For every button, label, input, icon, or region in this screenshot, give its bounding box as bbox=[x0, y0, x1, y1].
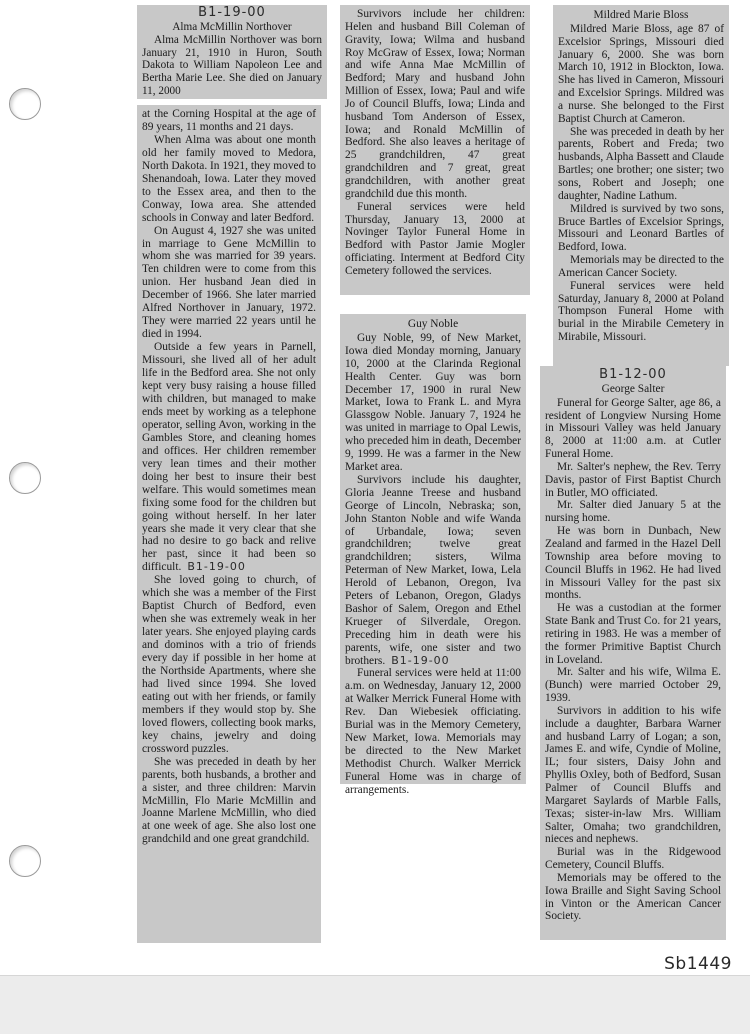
obituary-paragraph: at the Corning Hospital at the age of 89 years, 11 months and 21 days. bbox=[142, 108, 316, 133]
obituary-title: Alma McMillin Northover bbox=[172, 20, 292, 33]
obituary-paragraph: Funeral services were held Saturday, January 8, 2000 at Poland Thompson Funeral Home with burial in the Mirabile Cemetery in Mirabile, Missouri. bbox=[558, 279, 724, 344]
catalog-number: Sb1449 bbox=[664, 954, 732, 974]
obituary-paragraph: She was preceded in death by her parents, both husbands, a brother and a sister, and three children: Marvin McMillin, Flo Marie McMillin and Joanne Marlene McMillin, who died at one week of age. She also lost one grandchild and one great grandchild. bbox=[142, 755, 316, 846]
clipping-alma-header bbox=[137, 5, 327, 99]
handwritten-date-mark: B1-12-00 bbox=[599, 367, 667, 382]
handwritten-date-mark: B1-19-00 bbox=[198, 5, 266, 20]
obituary-paragraph: Memorials may be offered to the Iowa Braille and Sight Saving School in Vinton or the American Cancer Society. bbox=[545, 871, 721, 923]
obituary-paragraph: On August 4, 1927 she was united in marriage to Gene McMillin to whom she was married for 39 years. Ten children were to come from this union. Her husband Jean died in December of 1966. She later married Alfred Northover in January, 1972. They were married 22 years until he died in 1994. bbox=[142, 224, 316, 341]
handwritten-date-mark: B1-19-00 bbox=[391, 653, 450, 667]
clipping-alma-survivors bbox=[340, 5, 530, 295]
obituary-paragraph: Guy Noble, 99, of New Market, Iowa died Monday morning, January 10, 2000 at the Clarinda Regional Health Center. Guy was born December 17, 1900 in rural New Market, Iowa to Frank L. and Myra Glassgow Noble. January 7, 1924 he was united in marriage to Opal Lewis, who preceded him in death, December 9, 1999. He was a farmer in the New Market area. bbox=[345, 331, 521, 473]
obituary-paragraph: Funeral services were held at 11:00 a.m. on Wednesday, January 12, 2000 at Walker Merrick Funeral Home with Rev. Dan Wiebesiek officiating. Burial was in the Memory Cemetery, New Market, Iowa. Memorials may be directed to the New Market Methodist Church. Walker Merrick Funeral Home was in charge of arrangements. bbox=[345, 667, 521, 796]
obituary-paragraph: Outside a few years in Parnell, Missouri, she lived all of her adult life in the Bedford area. She not only kept very busy raising a house filled with children, but managed to make ends meet by working as a telephone operator, selling Avon, working in the Gambles Store, and cleaning homes and offices. Her children remember very lean times and their mother doing her best to insure their best welfare. This would sometimes mean fixing some food for the children but going without herself. In her later years she made it very clear that she had no desire to go back and relive her past, since it had been so difficult. B1-19-00 bbox=[142, 341, 316, 574]
hole-punch-middle bbox=[9, 462, 41, 494]
handwritten-date-mark: B1-19-00 bbox=[187, 560, 246, 574]
obituary-paragraph: Memorials may be directed to the American Cancer Society. bbox=[558, 254, 724, 279]
clipping-alma-body bbox=[137, 105, 321, 943]
obituary-paragraph: Mr. Salter died January 5 at the nursing home. bbox=[545, 499, 721, 525]
obituary-paragraph: Alma McMillin Northover was born January 21, 1910 in Huron, South Dakota to William Napoleon Lee and Bertha Marie Lee. She died on January 11, 2000 bbox=[142, 34, 322, 97]
hole-punch-bottom bbox=[9, 845, 41, 877]
obituary-paragraph: Mr. Salter and his wife, Wilma E. (Bunch) were married October 29, 1939. bbox=[545, 666, 721, 705]
obituary-title: Guy Noble bbox=[407, 318, 459, 330]
clipping-guy-noble bbox=[340, 314, 526, 796]
obituary-paragraph: Mildred Marie Bloss, age 87 of Excelsior Springs, Missouri died January 6, 2000. She was born March 10, 1912 in Blockton, Iowa. She has lived in Cameron, Missouri and Excelsior Springs. Mildred was a nurse. She belonged to the First Baptist Church at Cameron. bbox=[558, 22, 724, 125]
obituary-paragraph: He was a custodian at the former State Bank and Trust Co. for 21 years, retiring in 1983. He was a member of the former Primitive Baptist Church in Loveland. bbox=[545, 602, 721, 666]
obituary-paragraph: Burial was in the Ridgewood Cemetery, Council Bluffs. bbox=[545, 846, 721, 872]
obituary-paragraph: Survivors include her children: Helen and husband Bill Coleman of Gravity, Iowa; Wilma and husband Roy McGraw of Essex, Iowa; Norman and wife Anna Mae McMillin of Bedford; Mary and husband John Million of Essex, Iowa; Paul and wife Jo of Council Bluffs, Iowa; Linda and husband Tom Anderson of Essex, Iowa; and Ronald McMillin of Bedford. She also leaves a heritage of 25 grandchildren, 47 great grandchildren and 7 great, great grandchildren, with another great grandchild due this month. bbox=[345, 8, 525, 200]
obituary-paragraph: Mr. Salter's nephew, the Rev. Terry Davis, pastor of First Baptist Church in Butler, MO officiated. bbox=[545, 460, 721, 499]
obituary-paragraph: She was preceded in death by her parents, Robert and Freda; two husbands, Alpha Bassett and Claude Bartles; one brother; one sister; two sons, Robert and Joseph; one daughter, Nadine Lathum. bbox=[558, 125, 724, 202]
obituary-paragraph: Funeral services were held Thursday, January 13, 2000 at Novinger Taylor Funeral Home in Bedford with Pastor Jamie Mogler officiating. Interment at Bedford City Cemetery followed the services. bbox=[345, 200, 525, 277]
obituary-paragraph: He was born in Dunbach, New Zealand and farmed in the Hazel Dell Township area before moving to Council Bluffs in 1962. He had lived in Missouri Valley for the past six months. bbox=[545, 525, 721, 602]
obituary-paragraph: Funeral for George Salter, age 86, a resident of Longview Nursing Home in Missouri Valley was held January 8, 2000 at 11:00 a.m. at Cutler Funeral Home. bbox=[545, 396, 721, 461]
clipping-george-salter bbox=[540, 366, 726, 940]
scanner-background bbox=[0, 975, 750, 1034]
obituary-title: Mildred Marie Bloss bbox=[593, 9, 689, 21]
obituary-paragraph: Mildred is survived by two sons, Bruce Bartles of Excelsior Springs, Missouri and Leonard Bartles of Bedford, Iowa. bbox=[558, 202, 724, 254]
obituary-paragraph: She loved going to church, of which she was a member of the First Baptist Church of Bedford, even when she was extremely weak in her later years. She enjoyed playing cards and dominos with a trio of friends every day if possible in her home at the Northside Apartments, where she had lived since 1994. She loved eating out with her friends, or family members if they would stop by. She loved flowers, collecting book marks, key chains, jewelry and doing crossword puzzles. bbox=[142, 574, 316, 755]
clipping-mildred-bloss bbox=[553, 5, 729, 366]
hole-punch-top bbox=[9, 88, 41, 120]
obituary-paragraph: When Alma was about one month old her family moved to Medora, North Dakota. In 1921, they moved to Shenandoah, Iowa. Later they moved to the Essex area, and then to the Conway, Iowa area. She attended schools in Conway and later Bedford. bbox=[142, 133, 316, 224]
obituary-title: George Salter bbox=[601, 382, 665, 395]
obituary-paragraph: Survivors in addition to his wife include a daughter, Barbara Warner and husband Larry of Logan; a son, James E. and wife, Cyndie of Moline, IL; four sisters, Daisy John and Phyllis Oxley, both of Bedford, Susan Palmer of Council Bluffs and Margaret Saylards of Marble Falls, Texas; sister-in-law Mrs. William Salter, Omaha; two grandchildren, nieces and nephews. bbox=[545, 704, 721, 846]
obituary-paragraph: Survivors include his daughter, Gloria Jeanne Treese and husband George of Lincoln, Nebraska; son, John Stanton Noble and wife Wanda of Urbandale, Iowa; seven grandchildren; twelve great grandchildren; sisters, Wilma Peterman of New Market, Iowa, Lela Herold of Lebanon, Oregon, Iva Peters of Lebanon, Oregon, Gladys Bashor of Salem, Oregon and Ethel Krueger of Silverdale, Oregon. Preceding him in death were his parents, wife, one sister and two brothers. B1-19-00 bbox=[345, 473, 521, 667]
